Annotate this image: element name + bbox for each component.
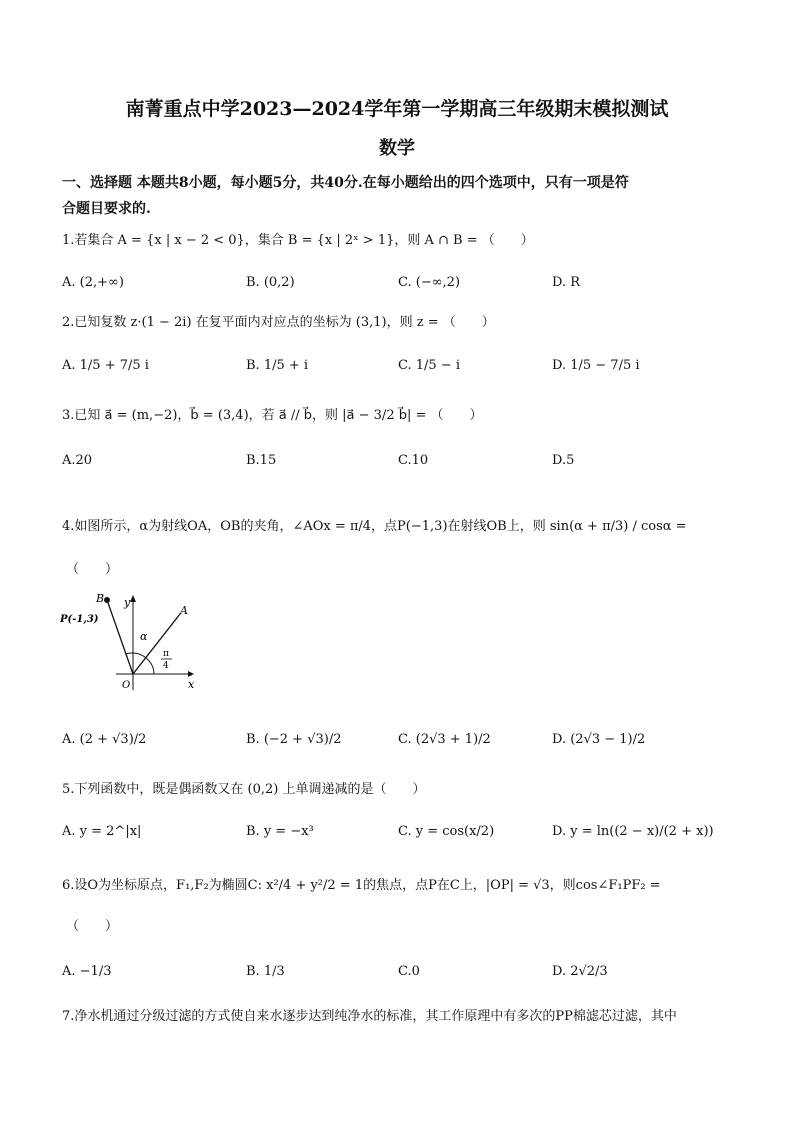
label-o: O [122, 680, 131, 691]
angle-figure-svg [60, 590, 200, 700]
y-axis-arrow-icon [130, 595, 136, 602]
question-3-option-c: C.10 [398, 453, 429, 468]
question-1-option-c: C. (−∞,2) [398, 275, 461, 290]
angle-figure [60, 590, 200, 700]
question-4-option-d: D. (2√3 − 1)/2 [552, 732, 646, 747]
question-5-option-c: C. y = cos(x/2) [398, 824, 495, 839]
label-x: x [188, 678, 195, 691]
question-5-stem: 5.下列函数中，既是偶函数又在 (0,2) 上单调递减的是（ ） [62, 782, 426, 797]
question-2-option-c: C. 1/5 − i [398, 358, 460, 373]
alpha-arc [126, 653, 146, 658]
question-6-option-a: A. −1/3 [62, 964, 112, 979]
question-7-stem: 7.净水机通过分级过滤的方式使自来水逐步达到纯净水的标准，其工作原理中有多次的PP棉滤芯过滤，其中 [62, 1009, 677, 1024]
question-6-option-d: D. 2√2/3 [552, 964, 608, 979]
question-4-option-c: C. (2√3 + 1)/2 [398, 732, 491, 747]
question-4-stem: 4.如图所示，α为射线OA，OB的夹角，∠AOx = π/4，点P(−1,3)在射线OB上，则 sin(α + π/3) / cosα = [62, 519, 687, 534]
question-4-option-b: B. (−2 + √3)/2 [246, 732, 342, 747]
question-2-stem: 2.已知复数 z·(1 − 2i) 在复平面内对应点的坐标为 (3,1)，则 z = （ ） [62, 315, 495, 330]
label-y: y [124, 596, 131, 609]
label-a: A [180, 604, 188, 617]
question-3-stem: 3.已知 a⃗ = (m,−2)，b⃗ = (3,4)，若 a⃗ // b⃗，则 |a⃗ − 3/2 b⃗| = （ ） [62, 408, 483, 423]
section-heading-line2: 合题目要求的. [62, 201, 151, 217]
question-3-option-d: D.5 [552, 453, 575, 468]
question-1-option-a: A. (2,+∞) [62, 275, 124, 290]
label-alpha: α [140, 630, 148, 643]
question-5-option-d: D. y = ln((2 − x)/(2 + x)) [552, 824, 714, 839]
question-2-option-a: A. 1/5 + 7/5 i [62, 358, 149, 373]
question-3-option-b: B.15 [246, 453, 277, 468]
label-pi4-numerator: π [163, 649, 169, 659]
question-2-option-d: D. 1/5 − 7/5 i [552, 358, 640, 373]
question-3-option-a: A.20 [62, 453, 93, 468]
question-1-option-b: B. (0,2) [246, 275, 295, 290]
question-6-option-c: C.0 [398, 964, 420, 979]
question-6-option-b: B. 1/3 [246, 964, 285, 979]
pi-over-4-arc [146, 658, 154, 674]
question-4-option-a: A. (2 + √3)/2 [62, 732, 147, 747]
question-6-stem: 6.设O为坐标原点，F₁,F₂为椭圆C: x²/4 + y²/2 = 1的焦点，点P在C上，|OP| = √3，则cos∠F₁PF₂ = [62, 878, 661, 893]
subject-title: 数学 [379, 138, 415, 159]
question-1-option-d: D. R [552, 275, 581, 290]
question-5-option-b: B. y = −x³ [246, 824, 314, 839]
question-4-blank: （ ） [66, 562, 119, 577]
label-b: B [96, 592, 105, 605]
point-p [104, 597, 110, 603]
label-pi4-denominator: 4 [163, 661, 169, 671]
ray-ob [107, 600, 133, 674]
label-p: P(-1,3) [60, 614, 99, 625]
section-heading-line1: 一、选择题 本题共8小题，每小题5分，共40分.在每小题给出的四个选项中，只有一项是符 [62, 175, 629, 191]
question-6-blank: （ ） [66, 919, 119, 934]
question-5-option-a: A. y = 2^|x| [62, 824, 142, 839]
page-title: 南菁重点中学2023—2024学年第一学期高三年级期末模拟测试 [125, 98, 669, 120]
ray-oa [133, 614, 180, 674]
question-2-option-b: B. 1/5 + i [246, 358, 309, 373]
x-axis-arrow-icon [188, 671, 194, 677]
question-1-stem: 1.若集合 A = {x | x − 2 < 0}，集合 B = {x | 2ˣ > 1}，则 A ∩ B = （ ） [62, 233, 534, 248]
